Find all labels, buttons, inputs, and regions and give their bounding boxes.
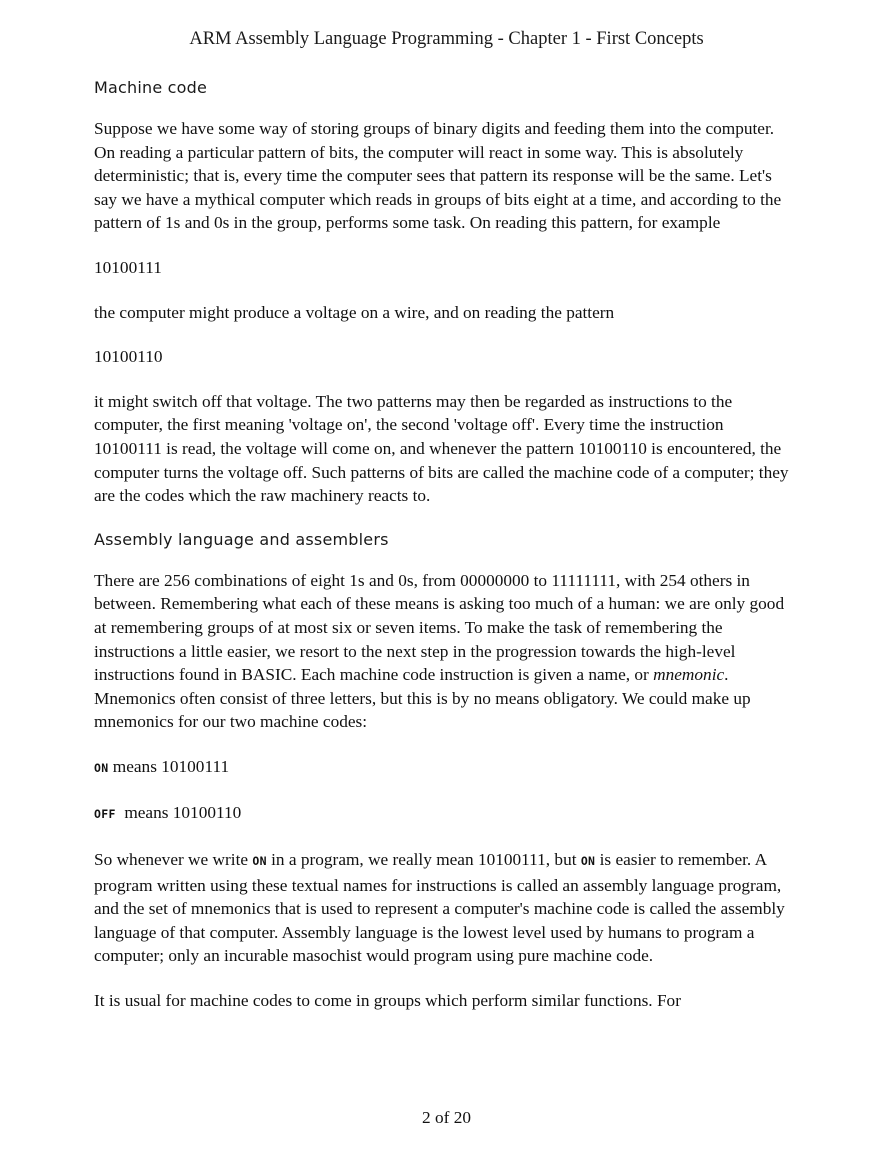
mnemonic-meaning-off: means 10100110 — [115, 803, 242, 823]
section-heading-assembly-language: Assembly language and assemblers — [94, 529, 389, 549]
paragraph-assembly-language-definition — [94, 848, 794, 968]
paragraph-mnemonics-intro — [94, 569, 794, 734]
assembly-def-text-1: So whenever we write — [94, 850, 253, 870]
binary-pattern-on: 10100111 — [94, 257, 162, 277]
mnemonics-intro-text-2: . Mnemonics often consist of three letters, but this is by no means obligatory. We could make up mnemonics for our two machine codes: — [94, 665, 751, 732]
paragraph-voltage-pattern: the computer might produce a voltage on a wire, and on reading the pattern — [94, 302, 615, 322]
mnemonic-meaning-on: means 10100111 — [108, 756, 230, 776]
mnemonic-line-off — [94, 801, 794, 827]
paragraph-machine-code-definition: it might switch off that voltage. The two patterns may then be regarded as instructions to the computer, the first meaning 'voltage on', the second 'voltage off'. Every time the instruction 10100111 is read, the voltage will come on, and whenever the pattern 10100110 is encountered, the computer turns the voltage off. Such patterns of bits are called the machine code of a computer; they are the codes which the raw machinery reacts to. — [94, 391, 789, 506]
mnemonic-code-on: ON — [94, 760, 109, 775]
inline-code-on-1: ON — [252, 854, 267, 869]
mnemonic-line-on — [94, 755, 794, 781]
page-content — [94, 77, 794, 1034]
section-heading-machine-code: Machine code — [94, 78, 208, 97]
assembly-def-text-3: is easier to remember. A program written using these textual names for instructions is called an assembly language program, and the set of mnemonics that is used to represent a computer's machine code is called the assembly language of that computer. Assembly language is the lowest level used by humans to program a computer; only an incurable masochist would program using pure machine code. — [94, 850, 785, 966]
assembly-def-text-2: in a program, we really mean 10100111, but — [266, 850, 581, 870]
running-header: ARM Assembly Language Programming - Chapter 1 - First Concepts — [189, 29, 704, 49]
mnemonics-intro-text-1: There are 256 combinations of eight 1s and 0s, from 00000000 to 11111111, with 254 others in between. Remembering what each of these means is asking too much of a human: we are only good at remembering groups of at most six or seven items. To make the task of remembering the instructions a little easier, we resort to the next step in the progression towards the high-level instructions found in BASIC. Each machine code instruction is given a name, or — [94, 570, 785, 685]
mnemonic-term: mnemonic — [653, 665, 725, 685]
binary-pattern-off: 10100110 — [94, 347, 163, 367]
page-number: 2 of 20 — [422, 1108, 471, 1127]
paragraph-machine-code-groups: It is usual for machine codes to come in groups which perform similar functions. For — [94, 991, 681, 1011]
inline-code-on-2: ON — [580, 854, 596, 869]
mnemonic-code-off: OFF — [94, 807, 116, 822]
paragraph-machine-code-intro: Suppose we have some way of storing groups of binary digits and feeding them into the computer. On reading a particular pattern of bits, the computer will react in some way. This is absolutely deterministic; that is, every time the computer sees that pattern its response will be the same. Let's say we have a mythical computer which reads in groups of bits eight at a time, and according to the pattern of 1s and 0s in the group, performs some task. On reading this pattern, for example — [94, 119, 782, 233]
